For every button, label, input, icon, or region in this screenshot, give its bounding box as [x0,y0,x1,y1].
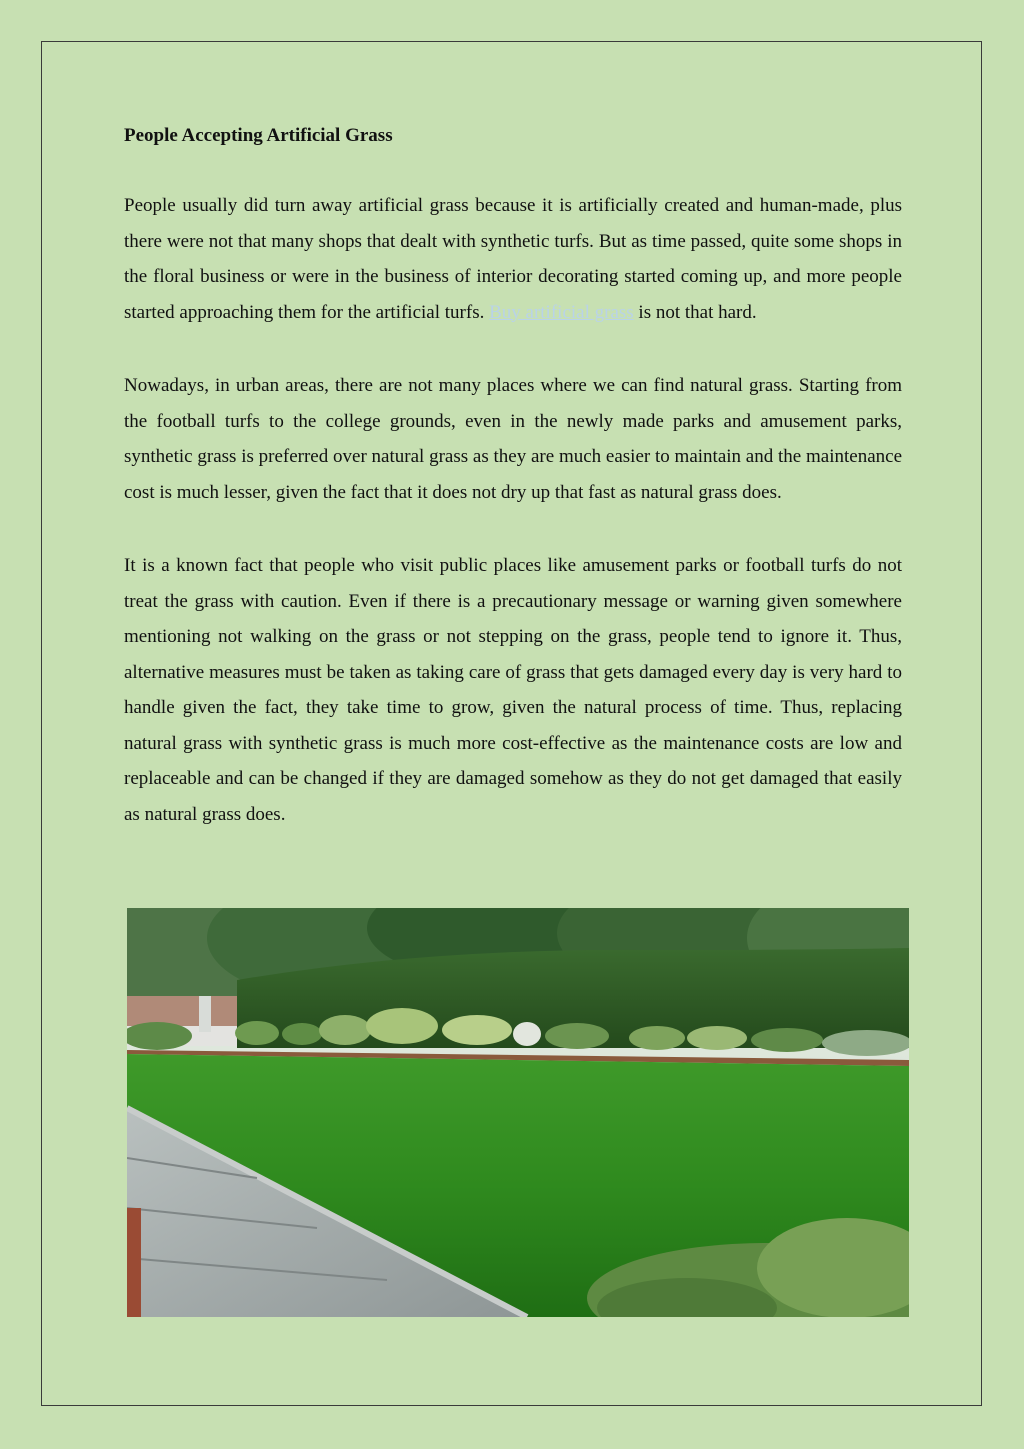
paragraph-3: It is a known fact that people who visit public places like amusement parks or football turfs do not treat the grass with caution. Even if there is a precautionary message or warning given somewhere mentioning not walking on the grass or not stepping on the grass, people tend to ignore it. Thus, alternative measures must be taken as taking care of grass that gets damaged every day is very hard to handle given the fact, they take time to grow, given the natural process of time. Thus, replacing natural grass with synthetic grass is much more cost-effective as the maintenance costs are low and replaceable and can be changed if they are damaged somehow as they do not get damaged that easily as natural grass does. [124,555,902,825]
lawn-photo [127,908,909,1317]
document-title: People Accepting Artificial Grass [124,125,393,146]
buy-artificial-grass-link[interactable]: Buy artificial grass [489,301,634,323]
paragraph-2: Nowadays, in urban areas, there are not many places where we can find natural grass. Starting from the football turfs to the college grounds, even in the newly made parks and amusement parks, synthetic grass is preferred over natural grass as they are much easier to maintain and the maintenance cost is much lesser, given the fact that it does not dry up that fast as natural grass does. [124,375,902,503]
paragraph-1-text: People usually did turn away artificial grass because it is artificially created and human-made, plus there were not that many shops that dealt with synthetic turfs. But as time passed, quite some shops in the floral business or were in the business of interior decorating started coming up, and more people started approaching them for the artificial turfs. [124,195,902,323]
document-body [124,118,902,870]
paragraph-1 [124,188,902,330]
paragraph-1-tail: is not that hard. [633,301,757,323]
